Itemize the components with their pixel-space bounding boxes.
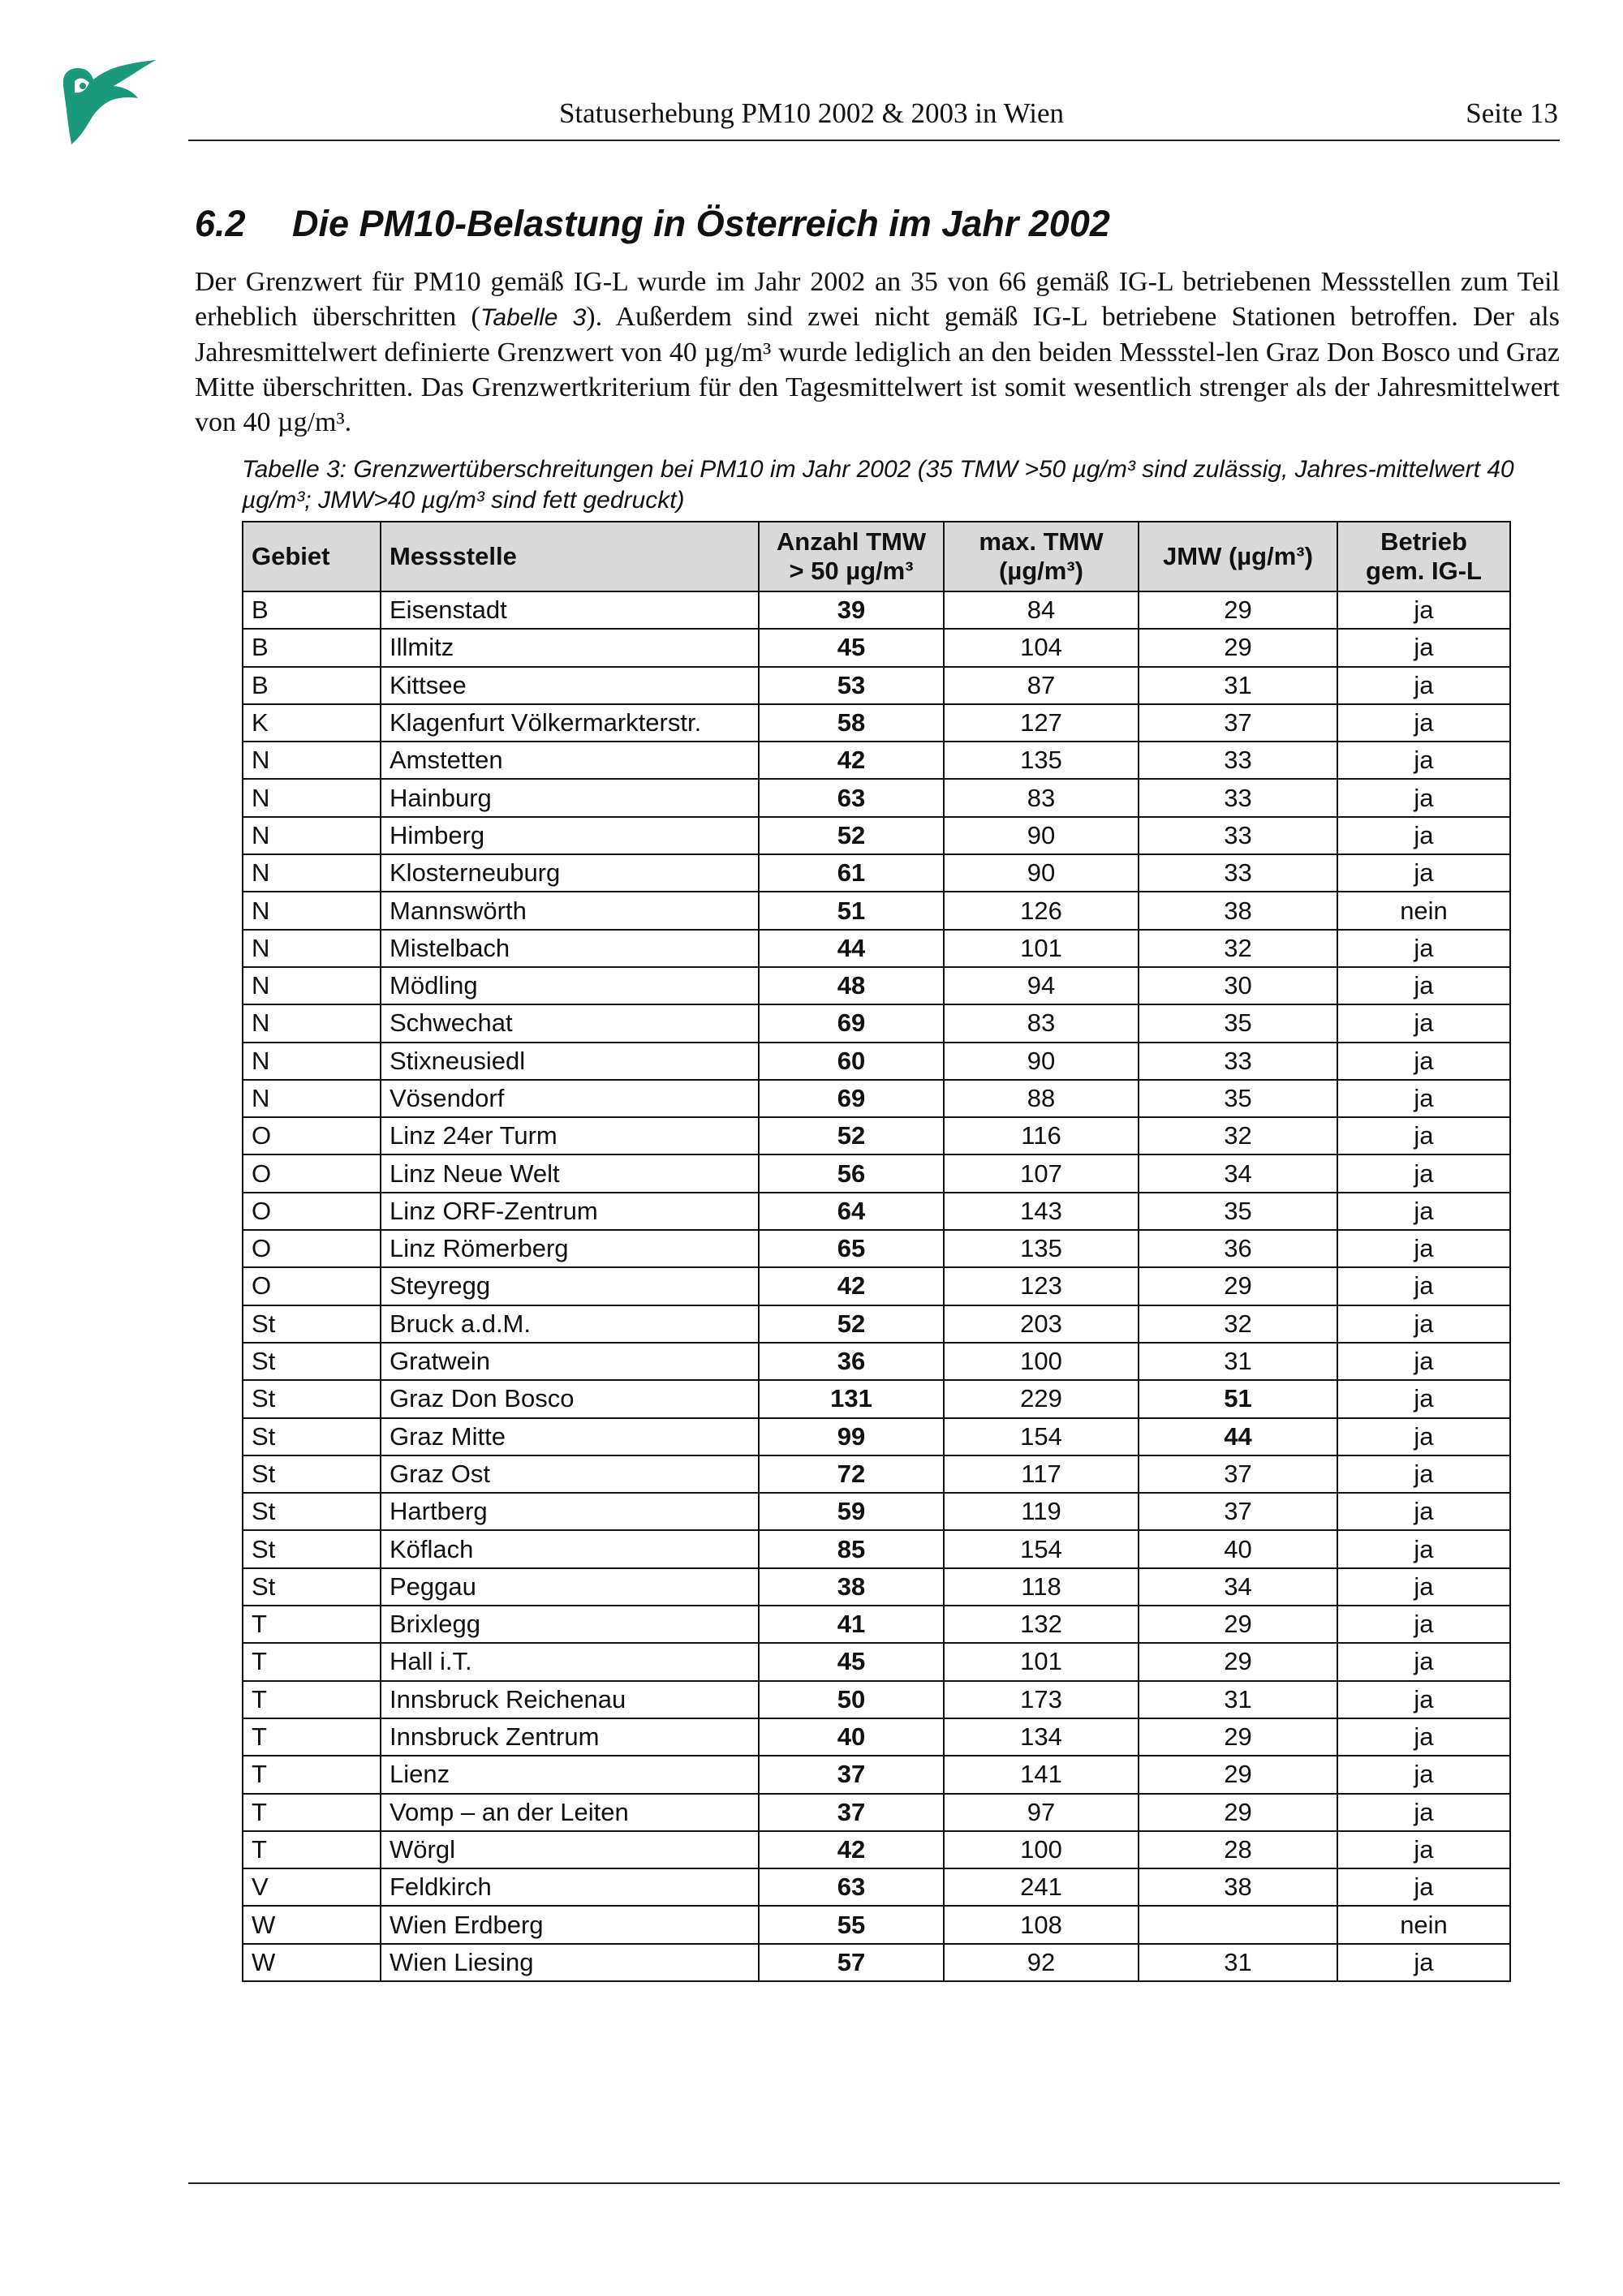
cell-max-tmw: 90 <box>944 854 1139 892</box>
header-betrieb-line1: Betrieb <box>1380 527 1467 556</box>
cell-anzahl-tmw: 51 <box>759 892 944 929</box>
table-row <box>243 1530 1510 1567</box>
cell-gebiet: T <box>243 1718 381 1756</box>
table-row <box>243 1193 1510 1230</box>
cell-anzahl-tmw: 131 <box>759 1380 944 1417</box>
cell-anzahl-tmw: 36 <box>759 1343 944 1380</box>
cell-messstelle: Brixlegg <box>381 1606 759 1643</box>
cell-jmw: 29 <box>1139 1718 1337 1756</box>
cell-gebiet: N <box>243 892 381 929</box>
cell-messstelle: Kittsee <box>381 667 759 704</box>
cell-gebiet: N <box>243 967 381 1004</box>
footer-divider <box>188 2182 1560 2184</box>
table-row <box>243 1455 1510 1493</box>
cell-anzahl-tmw: 57 <box>759 1944 944 1981</box>
cell-max-tmw: 135 <box>944 1230 1139 1267</box>
cell-gebiet: T <box>243 1756 381 1793</box>
cell-betrieb: ja <box>1337 1117 1510 1154</box>
cell-betrieb: ja <box>1337 1305 1510 1343</box>
cell-gebiet: O <box>243 1154 381 1192</box>
cell-anzahl-tmw: 45 <box>759 1643 944 1680</box>
cell-anzahl-tmw: 39 <box>759 591 944 629</box>
cell-betrieb: ja <box>1337 1004 1510 1042</box>
table-row <box>243 1380 1510 1417</box>
table-row <box>243 704 1510 742</box>
table-row <box>243 1004 1510 1042</box>
cell-betrieb: ja <box>1337 1568 1510 1606</box>
cell-betrieb: ja <box>1337 591 1510 629</box>
cell-jmw: 32 <box>1139 1117 1337 1154</box>
header-messstelle: Messstelle <box>381 522 759 591</box>
cell-betrieb: ja <box>1337 1493 1510 1530</box>
cell-max-tmw: 108 <box>944 1906 1139 1943</box>
cell-gebiet: T <box>243 1831 381 1868</box>
cell-gebiet: T <box>243 1606 381 1643</box>
cell-gebiet: B <box>243 591 381 629</box>
cell-jmw: 29 <box>1139 1756 1337 1793</box>
cell-messstelle: Mistelbach <box>381 930 759 967</box>
cell-messstelle: Feldkirch <box>381 1868 759 1906</box>
cell-messstelle: Graz Don Bosco <box>381 1380 759 1417</box>
cell-anzahl-tmw: 64 <box>759 1193 944 1230</box>
cell-gebiet: B <box>243 629 381 666</box>
cell-jmw: 33 <box>1139 779 1337 816</box>
table-row <box>243 854 1510 892</box>
cell-anzahl-tmw: 58 <box>759 704 944 742</box>
body-paragraph <box>195 264 1560 440</box>
cell-jmw: 36 <box>1139 1230 1337 1267</box>
cell-anzahl-tmw: 56 <box>759 1154 944 1192</box>
cell-jmw: 30 <box>1139 967 1337 1004</box>
cell-messstelle: Stixneusiedl <box>381 1043 759 1080</box>
cell-max-tmw: 116 <box>944 1117 1139 1154</box>
cell-max-tmw: 101 <box>944 1643 1139 1680</box>
table-row <box>243 667 1510 704</box>
cell-anzahl-tmw: 52 <box>759 1305 944 1343</box>
cell-betrieb: ja <box>1337 1606 1510 1643</box>
table-row <box>243 742 1510 779</box>
header-gebiet: Gebiet <box>243 522 381 591</box>
cell-messstelle: Peggau <box>381 1568 759 1606</box>
cell-jmw: 40 <box>1139 1530 1337 1567</box>
cell-anzahl-tmw: 42 <box>759 1831 944 1868</box>
cell-gebiet: N <box>243 817 381 854</box>
pm10-exceedance-table <box>242 521 1511 1982</box>
section-heading <box>195 203 1493 245</box>
table-row <box>243 1043 1510 1080</box>
cell-max-tmw: 127 <box>944 704 1139 742</box>
cell-jmw: 28 <box>1139 1831 1337 1868</box>
cell-messstelle: Graz Mitte <box>381 1418 759 1455</box>
header-max-tmw <box>944 522 1139 591</box>
table-row <box>243 1606 1510 1643</box>
table-body <box>243 591 1510 1981</box>
cell-max-tmw: 119 <box>944 1493 1139 1530</box>
cell-jmw: 29 <box>1139 1606 1337 1643</box>
table-row <box>243 1154 1510 1192</box>
table-row <box>243 1944 1510 1981</box>
cell-jmw: 34 <box>1139 1154 1337 1192</box>
header-jmw: JMW (µg/m³) <box>1139 522 1337 591</box>
table-row <box>243 892 1510 929</box>
cell-messstelle: Amstetten <box>381 742 759 779</box>
cell-messstelle: Eisenstadt <box>381 591 759 629</box>
table-row <box>243 1343 1510 1380</box>
cell-betrieb: ja <box>1337 667 1510 704</box>
cell-anzahl-tmw: 69 <box>759 1080 944 1117</box>
table-row <box>243 1831 1510 1868</box>
cell-betrieb: ja <box>1337 1718 1510 1756</box>
cell-jmw: 29 <box>1139 1794 1337 1831</box>
cell-betrieb: nein <box>1337 892 1510 929</box>
cell-max-tmw: 90 <box>944 1043 1139 1080</box>
cell-jmw <box>1139 1906 1337 1943</box>
cell-betrieb: ja <box>1337 1343 1510 1380</box>
cell-anzahl-tmw: 42 <box>759 742 944 779</box>
cell-max-tmw: 94 <box>944 967 1139 1004</box>
cell-betrieb: ja <box>1337 1944 1510 1981</box>
header-divider <box>188 140 1560 141</box>
cell-max-tmw: 88 <box>944 1080 1139 1117</box>
cell-max-tmw: 154 <box>944 1418 1139 1455</box>
cell-gebiet: V <box>243 1868 381 1906</box>
cell-betrieb: ja <box>1337 1643 1510 1680</box>
cell-max-tmw: 92 <box>944 1944 1139 1981</box>
cell-betrieb: ja <box>1337 1530 1510 1567</box>
cell-gebiet: N <box>243 930 381 967</box>
table-row <box>243 1080 1510 1117</box>
cell-anzahl-tmw: 60 <box>759 1043 944 1080</box>
header-anzahl-tmw <box>759 522 944 591</box>
section-number: 6.2 <box>195 203 246 244</box>
cell-jmw: 31 <box>1139 667 1337 704</box>
header-betrieb <box>1337 522 1510 591</box>
cell-gebiet: St <box>243 1493 381 1530</box>
cell-messstelle: Hainburg <box>381 779 759 816</box>
cell-anzahl-tmw: 50 <box>759 1681 944 1718</box>
cell-max-tmw: 229 <box>944 1380 1139 1417</box>
cell-jmw: 51 <box>1139 1380 1337 1417</box>
section-title: Die PM10-Belastung in Österreich im Jahr 2002 <box>292 203 1110 244</box>
cell-messstelle: Linz ORF-Zentrum <box>381 1193 759 1230</box>
cell-jmw: 33 <box>1139 742 1337 779</box>
cell-max-tmw: 117 <box>944 1455 1139 1493</box>
cell-gebiet: St <box>243 1455 381 1493</box>
cell-gebiet: St <box>243 1380 381 1417</box>
table-row <box>243 1418 1510 1455</box>
cell-betrieb: ja <box>1337 967 1510 1004</box>
cell-messstelle: Linz Neue Welt <box>381 1154 759 1192</box>
cell-jmw: 29 <box>1139 591 1337 629</box>
cell-messstelle: Himberg <box>381 817 759 854</box>
cell-gebiet: N <box>243 1043 381 1080</box>
cell-betrieb: ja <box>1337 817 1510 854</box>
table-row <box>243 1493 1510 1530</box>
cell-messstelle: Bruck a.d.M. <box>381 1305 759 1343</box>
cell-jmw: 34 <box>1139 1568 1337 1606</box>
cell-messstelle: Schwechat <box>381 1004 759 1042</box>
cell-jmw: 33 <box>1139 1043 1337 1080</box>
cell-max-tmw: 132 <box>944 1606 1139 1643</box>
cell-max-tmw: 118 <box>944 1568 1139 1606</box>
cell-max-tmw: 141 <box>944 1756 1139 1793</box>
table-row <box>243 1718 1510 1756</box>
cell-betrieb: ja <box>1337 1831 1510 1868</box>
cell-anzahl-tmw: 44 <box>759 930 944 967</box>
header-max-line2: (µg/m³) <box>999 557 1083 585</box>
cell-messstelle: Wien Liesing <box>381 1944 759 1981</box>
cell-messstelle: Vösendorf <box>381 1080 759 1117</box>
cell-max-tmw: 100 <box>944 1343 1139 1380</box>
cell-max-tmw: 87 <box>944 667 1139 704</box>
cell-max-tmw: 241 <box>944 1868 1139 1906</box>
table-row <box>243 1568 1510 1606</box>
cell-anzahl-tmw: 53 <box>759 667 944 704</box>
paragraph-part-2: ). Außerdem sind zwei nicht gemäß IG-L betriebene Stationen betroffen. Der als Jahresmittelwert definierte Grenzwert von 40 µg/m³ wurde lediglich an den beiden Messstel-len Graz Don Bosco und Graz Mitte überschritten. Das Grenzwertkriterium für den Tagesmittelwert ist somit wesentlich strenger als der Jahresmittelwert von 40 µg/m³. <box>195 302 1560 437</box>
cell-betrieb: ja <box>1337 854 1510 892</box>
cell-betrieb: ja <box>1337 930 1510 967</box>
table-row <box>243 1267 1510 1305</box>
cell-max-tmw: 134 <box>944 1718 1139 1756</box>
header-anzahl-line2: > 50 µg/m³ <box>789 557 914 585</box>
cell-anzahl-tmw: 40 <box>759 1718 944 1756</box>
table-caption: Tabelle 3: Grenzwertüberschreitungen bei PM10 im Jahr 2002 (35 TMW >50 µg/m³ sind zulässig, Jahres-mittelwert 40 µg/m³; JMW>40 µg/m³ sind fett gedruckt) <box>242 456 1514 514</box>
cell-betrieb: ja <box>1337 1230 1510 1267</box>
cell-max-tmw: 101 <box>944 930 1139 967</box>
cell-jmw: 44 <box>1139 1418 1337 1455</box>
cell-gebiet: N <box>243 854 381 892</box>
cell-jmw: 37 <box>1139 704 1337 742</box>
cell-jmw: 35 <box>1139 1004 1337 1042</box>
cell-gebiet: T <box>243 1643 381 1680</box>
table-row <box>243 967 1510 1004</box>
table-row <box>243 1643 1510 1680</box>
cell-jmw: 31 <box>1139 1343 1337 1380</box>
cell-betrieb: nein <box>1337 1906 1510 1943</box>
cell-messstelle: Klosterneuburg <box>381 854 759 892</box>
cell-betrieb: ja <box>1337 629 1510 666</box>
cell-jmw: 33 <box>1139 817 1337 854</box>
cell-max-tmw: 83 <box>944 779 1139 816</box>
table-header-row <box>243 522 1510 591</box>
table-row <box>243 1868 1510 1906</box>
cell-anzahl-tmw: 41 <box>759 1606 944 1643</box>
cell-max-tmw: 173 <box>944 1681 1139 1718</box>
header-betrieb-line2: gem. IG-L <box>1366 557 1482 585</box>
cell-messstelle: Graz Ost <box>381 1455 759 1493</box>
cell-gebiet: N <box>243 1004 381 1042</box>
cell-jmw: 37 <box>1139 1493 1337 1530</box>
cell-betrieb: ja <box>1337 1868 1510 1906</box>
cell-betrieb: ja <box>1337 704 1510 742</box>
cell-gebiet: St <box>243 1568 381 1606</box>
cell-gebiet: O <box>243 1117 381 1154</box>
cell-messstelle: Mannswörth <box>381 892 759 929</box>
cell-gebiet: O <box>243 1193 381 1230</box>
cell-betrieb: ja <box>1337 1193 1510 1230</box>
cell-max-tmw: 203 <box>944 1305 1139 1343</box>
cell-anzahl-tmw: 38 <box>759 1568 944 1606</box>
cell-max-tmw: 84 <box>944 591 1139 629</box>
cell-gebiet: O <box>243 1230 381 1267</box>
cell-betrieb: ja <box>1337 742 1510 779</box>
cell-jmw: 29 <box>1139 1267 1337 1305</box>
cell-jmw: 31 <box>1139 1681 1337 1718</box>
table-row <box>243 1906 1510 1943</box>
cell-messstelle: Linz Römerberg <box>381 1230 759 1267</box>
cell-gebiet: K <box>243 704 381 742</box>
cell-max-tmw: 97 <box>944 1794 1139 1831</box>
cell-anzahl-tmw: 99 <box>759 1418 944 1455</box>
cell-gebiet: T <box>243 1794 381 1831</box>
cell-betrieb: ja <box>1337 1080 1510 1117</box>
cell-jmw: 32 <box>1139 930 1337 967</box>
cell-max-tmw: 83 <box>944 1004 1139 1042</box>
table-row <box>243 1681 1510 1718</box>
cell-jmw: 29 <box>1139 1643 1337 1680</box>
cell-betrieb: ja <box>1337 1154 1510 1192</box>
cell-messstelle: Steyregg <box>381 1267 759 1305</box>
cell-anzahl-tmw: 65 <box>759 1230 944 1267</box>
cell-max-tmw: 104 <box>944 629 1139 666</box>
cell-gebiet: N <box>243 779 381 816</box>
cell-max-tmw: 135 <box>944 742 1139 779</box>
cell-jmw: 38 <box>1139 1868 1337 1906</box>
cell-max-tmw: 107 <box>944 1154 1139 1192</box>
cell-betrieb: ja <box>1337 1794 1510 1831</box>
cell-anzahl-tmw: 37 <box>759 1794 944 1831</box>
cell-messstelle: Wörgl <box>381 1831 759 1868</box>
cell-betrieb: ja <box>1337 1267 1510 1305</box>
cell-messstelle: Wien Erdberg <box>381 1906 759 1943</box>
cell-max-tmw: 90 <box>944 817 1139 854</box>
table-row <box>243 1230 1510 1267</box>
cell-messstelle: Illmitz <box>381 629 759 666</box>
cell-anzahl-tmw: 52 <box>759 817 944 854</box>
cell-jmw: 35 <box>1139 1193 1337 1230</box>
cell-messstelle: Hartberg <box>381 1493 759 1530</box>
cell-messstelle: Köflach <box>381 1530 759 1567</box>
cell-jmw: 32 <box>1139 1305 1337 1343</box>
cell-messstelle: Klagenfurt Völkermarkterstr. <box>381 704 759 742</box>
cell-betrieb: ja <box>1337 779 1510 816</box>
cell-anzahl-tmw: 42 <box>759 1267 944 1305</box>
cell-betrieb: ja <box>1337 1043 1510 1080</box>
cell-max-tmw: 123 <box>944 1267 1139 1305</box>
cell-jmw: 31 <box>1139 1944 1337 1981</box>
cell-gebiet: B <box>243 667 381 704</box>
cell-betrieb: ja <box>1337 1681 1510 1718</box>
cell-gebiet: St <box>243 1343 381 1380</box>
cell-messstelle: Lienz <box>381 1756 759 1793</box>
cell-anzahl-tmw: 85 <box>759 1530 944 1567</box>
cell-gebiet: St <box>243 1530 381 1567</box>
table-row <box>243 930 1510 967</box>
cell-anzahl-tmw: 69 <box>759 1004 944 1042</box>
cell-anzahl-tmw: 63 <box>759 1868 944 1906</box>
cell-max-tmw: 126 <box>944 892 1139 929</box>
cell-jmw: 37 <box>1139 1455 1337 1493</box>
table-row <box>243 817 1510 854</box>
cell-jmw: 33 <box>1139 854 1337 892</box>
cell-messstelle: Hall i.T. <box>381 1643 759 1680</box>
cell-gebiet: St <box>243 1305 381 1343</box>
cell-anzahl-tmw: 63 <box>759 779 944 816</box>
table-row <box>243 629 1510 666</box>
table-row <box>243 1756 1510 1793</box>
cell-anzahl-tmw: 59 <box>759 1493 944 1530</box>
table-row <box>243 1794 1510 1831</box>
cell-gebiet: O <box>243 1267 381 1305</box>
cell-anzahl-tmw: 72 <box>759 1455 944 1493</box>
cell-jmw: 38 <box>1139 892 1337 929</box>
table-reference-link[interactable]: Tabelle 3 <box>480 304 587 331</box>
cell-gebiet: W <box>243 1944 381 1981</box>
cell-messstelle: Linz 24er Turm <box>381 1117 759 1154</box>
cell-messstelle: Innsbruck Zentrum <box>381 1718 759 1756</box>
cell-messstelle: Mödling <box>381 967 759 1004</box>
table-row <box>243 1117 1510 1154</box>
cell-anzahl-tmw: 37 <box>759 1756 944 1793</box>
cell-anzahl-tmw: 52 <box>759 1117 944 1154</box>
cell-max-tmw: 143 <box>944 1193 1139 1230</box>
table-row <box>243 591 1510 629</box>
cell-anzahl-tmw: 55 <box>759 1906 944 1943</box>
cell-betrieb: ja <box>1337 1756 1510 1793</box>
cell-gebiet: T <box>243 1681 381 1718</box>
cell-gebiet: St <box>243 1418 381 1455</box>
table-row <box>243 1305 1510 1343</box>
cell-messstelle: Gratwein <box>381 1343 759 1380</box>
header-max-line1: max. TMW <box>979 527 1104 556</box>
cell-gebiet: N <box>243 1080 381 1117</box>
cell-anzahl-tmw: 61 <box>759 854 944 892</box>
cell-max-tmw: 154 <box>944 1530 1139 1567</box>
cell-gebiet: N <box>243 742 381 779</box>
table-row <box>243 779 1510 816</box>
cell-gebiet: W <box>243 1906 381 1943</box>
cell-anzahl-tmw: 48 <box>759 967 944 1004</box>
header-anzahl-line1: Anzahl TMW <box>776 527 927 556</box>
header-title: Statuserhebung PM10 2002 & 2003 in Wien <box>558 97 1065 129</box>
cell-jmw: 29 <box>1139 629 1337 666</box>
cell-anzahl-tmw: 45 <box>759 629 944 666</box>
cell-messstelle: Vomp – an der Leiten <box>381 1794 759 1831</box>
cell-jmw: 35 <box>1139 1080 1337 1117</box>
cell-messstelle: Innsbruck Reichenau <box>381 1681 759 1718</box>
cell-betrieb: ja <box>1337 1380 1510 1417</box>
paragraph-part-1: Der Grenzwert für PM10 gemäß IG-L wurde im Jahr 2002 an 35 von 66 gemäß IG-L betriebenen Messstellen zum Teil erheblich überschritten ( <box>195 267 1560 332</box>
cell-max-tmw: 100 <box>944 1831 1139 1868</box>
header-page-number: Seite 13 <box>1466 97 1558 129</box>
cell-betrieb: ja <box>1337 1418 1510 1455</box>
cell-betrieb: ja <box>1337 1455 1510 1493</box>
